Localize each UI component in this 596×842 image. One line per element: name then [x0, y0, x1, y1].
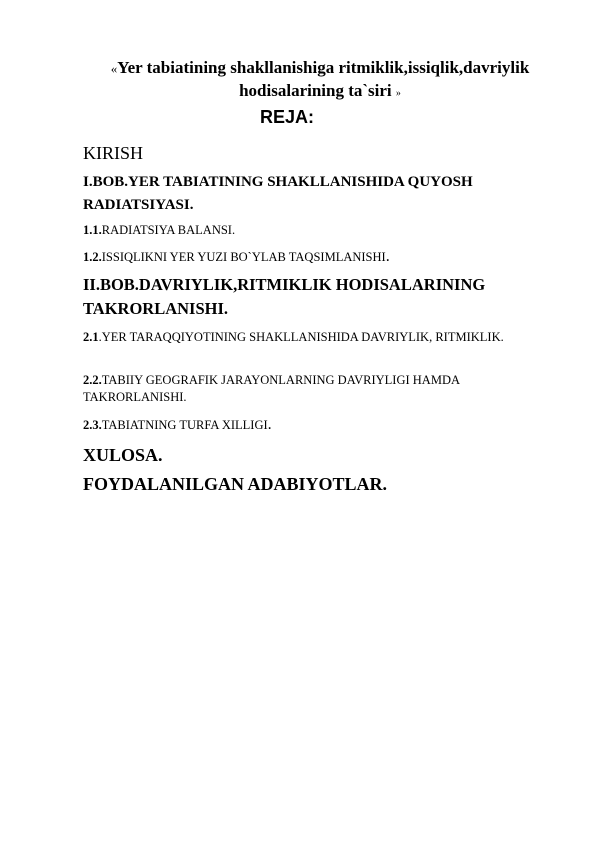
section-text: TABIATNING TURFA XILLIGI [101, 418, 268, 432]
toc-section-1-1 [83, 222, 235, 239]
toc-references: FOYDALANILGAN ADABIYOTLAR. [83, 474, 388, 494]
section-number: 1.1. [83, 223, 102, 237]
toc-intro: KIRISH [83, 143, 144, 163]
section-text: RADIATSIYA BALANSI. [101, 223, 236, 237]
toc-section-1-2 [83, 248, 390, 266]
section-text: TABIIY GEOGRAFIK JARAYONLARNING DAVRIYLIGI HAMDA TAKRORLANISHI. [83, 373, 460, 404]
toc-section-2-2 [83, 372, 533, 406]
section-number: 2.1 [83, 330, 99, 344]
section-text: .YER TARAQQIYOTINING SHAKLLANISHIDA DAVRIYLIK, RITMIKLIK. [98, 330, 504, 344]
section-number: 2.2. [83, 373, 102, 387]
plan-heading: REJA: [260, 107, 315, 127]
section-number: 2.3. [83, 418, 102, 432]
toc-section-2-3 [83, 416, 272, 434]
section-end: . [267, 416, 272, 433]
title-text: Yer tabiatining shakllanishiga ritmiklik,issiqlik,davriylik hodisalarining ta`siri [117, 58, 530, 100]
document-title [60, 57, 580, 105]
toc-section-2-1 [83, 329, 533, 346]
toc-chapter-2: II.BOB.DAVRIYLIK,RITMIKLIK HODISALARINING TAKRORLANISHI. [83, 275, 486, 318]
toc-conclusion: XULOSA. [83, 445, 163, 465]
section-number: 1.2. [83, 250, 102, 264]
title-close-quote: » [395, 88, 401, 99]
toc-chapter-1: I.BOB.YER TABIATINING SHAKLLANISHIDA QUYOSH RADIATSIYASI. [83, 174, 473, 213]
section-end: . [385, 248, 390, 265]
title-open-quote: « [110, 61, 118, 76]
section-text: ISSIQLIKNI YER YUZI BO`YLAB TAQSIMLANISHI [101, 250, 386, 264]
